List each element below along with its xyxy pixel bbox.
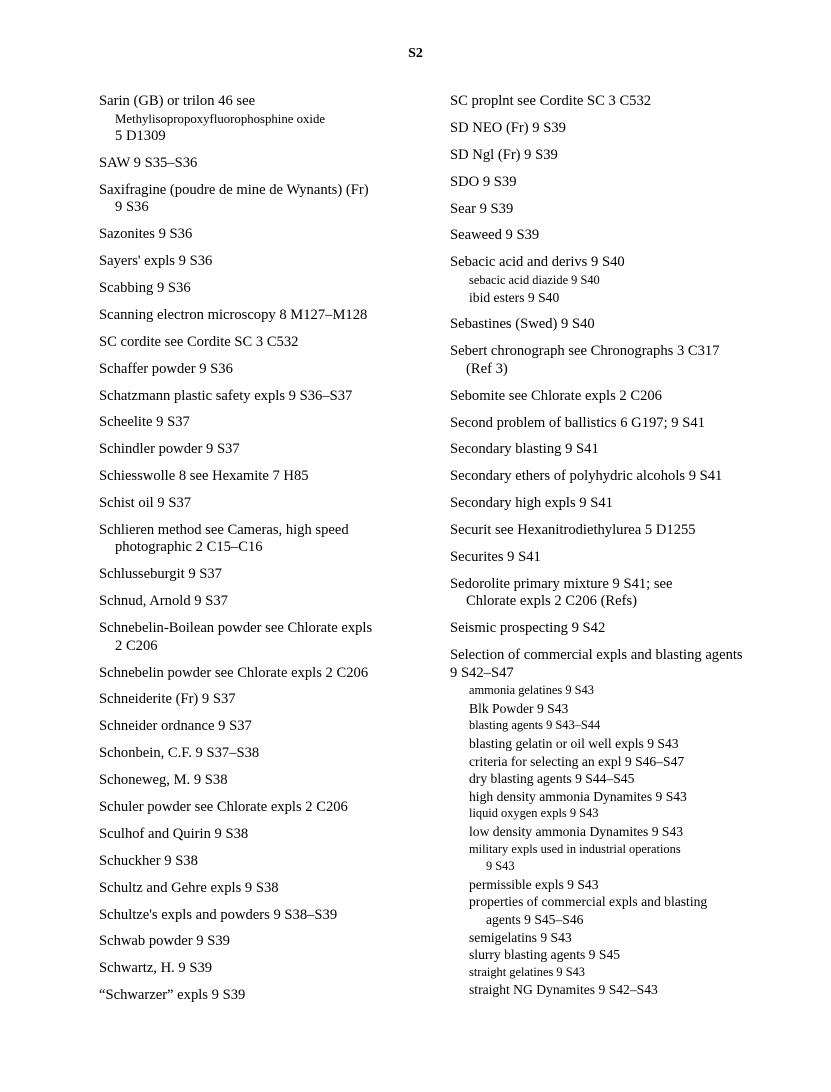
index-entry: Schneider ordnance 9 S37 [99, 718, 252, 735]
sub-entry: semigelatins 9 S43 [469, 929, 572, 945]
index-entry: Second problem of ballistics 6 G197; 9 S41 [450, 414, 705, 431]
index-entry: Schneiderite (Fr) 9 S37 [99, 691, 236, 708]
index-entry: Sazonites 9 S36 [99, 226, 193, 243]
sub-entry: Blk Powder 9 S43 [469, 700, 569, 716]
index-entry: Saxifragine (poudre de mine de Wynants) (Fr) 9 S36 [99, 181, 369, 216]
sub-entry: blasting gelatin or oil well expls 9 S43 [469, 736, 679, 751]
index-entry: Sebert chronograph see Chronographs 3 C317 (Ref 3) [450, 343, 720, 377]
page-number: S2 [408, 46, 423, 61]
index-entry: SC proplnt see Cordite SC 3 C532 [450, 93, 652, 109]
index-entry: Schultz and Gehre expls 9 S38 [99, 879, 279, 896]
sub-entry: slurry blasting agents 9 S45 [469, 947, 621, 963]
index-entry: SD NEO (Fr) 9 S39 [450, 119, 566, 136]
index-entry: Secondary blasting 9 S41 [450, 441, 599, 458]
sub-entry: high density ammonia Dynamites 9 S43 [469, 788, 687, 804]
index-entry: Schnebelin-Boilean powder see Chlorate expls 2 C206 [99, 620, 373, 654]
index-entry: Scabbing 9 S36 [99, 279, 191, 296]
index-entry: Schindler powder 9 S37 [99, 441, 240, 458]
index-entry: Scheelite 9 S37 [99, 414, 190, 431]
index-entry: SAW 9 S35–S36 [99, 154, 198, 171]
index-entry: Securit see Hexanitrodiethylurea 5 D1255 [450, 522, 696, 539]
index-entry: SD Ngl (Fr) 9 S39 [450, 146, 558, 163]
sub-entry: permissible expls 9 S43 [469, 876, 599, 892]
index-entry: Sebastines (Swed) 9 S40 [450, 316, 595, 333]
index-entry: Secondary ethers of polyhydric alcohols 9 S41 [450, 468, 723, 485]
index-entry: Schwab powder 9 S39 [99, 933, 230, 950]
index-entry: Schonbein, C.F. 9 S37–S38 [99, 745, 260, 762]
index-entry: “Schwarzer” expls 9 S39 [99, 987, 246, 1004]
index-entry: Schlusseburgit 9 S37 [99, 566, 222, 583]
sub-entry: straight NG Dynamites 9 S42–S43 [469, 982, 658, 998]
index-entry: Sarin (GB) or trilon 46 see Methylisopropoxyfluorophosphine oxide 5 D1309 [99, 93, 326, 144]
sub-entry: low density ammonia Dynamites 9 S43 [469, 823, 684, 839]
index-entry: Schuckher 9 S38 [99, 852, 198, 869]
index-entry: Sculhof and Quirin 9 S38 [99, 825, 249, 842]
index-entry: Schaffer powder 9 S36 [99, 360, 233, 377]
index-entry: Secondary high expls 9 S41 [450, 495, 613, 512]
sub-entry: properties of commercial expls and blasting agents 9 S45–S46 [469, 894, 708, 927]
index-entry: Seaweed 9 S39 [450, 227, 540, 244]
index-entry: Securites 9 S41 [450, 549, 541, 566]
index-entry: Schnebelin powder see Chlorate expls 2 C206 [99, 664, 369, 681]
index-entry: Sear 9 S39 [450, 200, 514, 217]
index-entry: SDO 9 S39 [450, 173, 517, 190]
index-entry: Seismic prospecting 9 S42 [450, 620, 606, 637]
sub-entry: liquid oxygen expls 9 S43 [469, 806, 599, 821]
index-entry: Selection of commercial expls and blasting agents 9 S42–S47 ammonia gelatines 9 S43 Blk Powder 9 S43 blasting agents 9 S43–S44 blasting gelatin or oil well expls 9 S43 criteria for selecting an expl 9 S46–S47 dry blasting agents 9 S44–S45 high density ammonia Dynamites 9 S43 liquid oxygen expls 9 S43 low density ammonia Dynamites 9 S43 military expls used in industrial operations 9 S43 permissible expls 9 S43 properties of commercial expls and blasting agents 9 S45–S46 semigelatins 9 S43 slurry blasting agents 9 S45 straight gelatines 9 S43 straight NG Dynamites 9 S42–S43 [450, 647, 780, 999]
index-entry: Sebomite see Chlorate expls 2 C206 [450, 387, 662, 404]
left-column [99, 93, 429, 1014]
index-entry: Schatzmann plastic safety expls 9 S36–S37 [99, 387, 353, 404]
sub-entry: straight gelatines 9 S43 [469, 964, 585, 979]
sub-entry: military expls used in industrial operations 9 S43 [469, 841, 681, 874]
index-entry: Schultze's expls and powders 9 S38–S39 [99, 906, 338, 923]
index-entry: Schwartz, H. 9 S39 [99, 960, 213, 977]
sub-entry: blasting agents 9 S43–S44 [469, 718, 601, 733]
right-column [450, 93, 780, 1008]
index-entry: Scanning electron microscopy 8 M127–M128 [99, 306, 368, 323]
sub-entry: criteria for selecting an expl 9 S46–S47 [469, 753, 685, 769]
sub-entry: ibid esters 9 S40 [469, 290, 560, 306]
index-entry: SC cordite see Cordite SC 3 C532 [99, 333, 299, 350]
index-entry: Schiesswolle 8 see Hexamite 7 H85 [99, 468, 309, 485]
index-entry: Schist oil 9 S37 [99, 495, 192, 512]
sub-entry: ammonia gelatines 9 S43 [469, 683, 594, 698]
sub-entry: sebacic acid diazide 9 S40 [469, 272, 600, 287]
index-entry: Sayers' expls 9 S36 [99, 253, 213, 270]
index-entry: Schoneweg, M. 9 S38 [99, 772, 228, 789]
sub-entry: dry blasting agents 9 S44–S45 [469, 771, 635, 787]
index-entry: Sebacic acid and derivs 9 S40 sebacic acid diazide 9 S40 ibid esters 9 S40 [450, 254, 780, 307]
index-entry: Sedorolite primary mixture 9 S41; see Chlorate expls 2 C206 (Refs) [450, 575, 673, 610]
index-entry: Schnud, Arnold 9 S37 [99, 593, 228, 610]
index-entry: Schuler powder see Chlorate expls 2 C206 [99, 798, 348, 815]
index-entry: Schlieren method see Cameras, high speed photographic 2 C15–C16 [99, 521, 349, 556]
